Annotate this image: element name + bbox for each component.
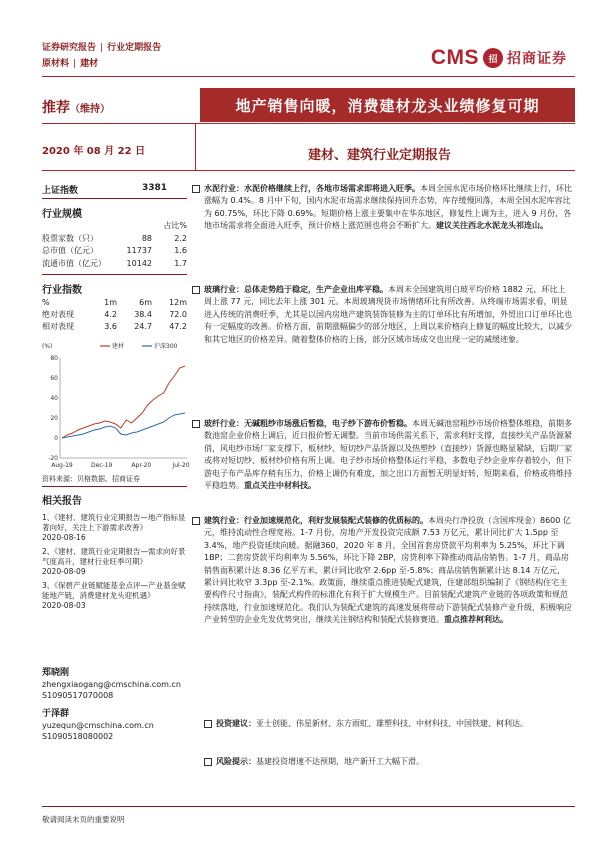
author-id: S1090517070008 [42,691,114,700]
scale-table [42,220,187,270]
investment-advice: 投资建议：亚士创能、伟星新材、东方雨虹、雄塑科技、中材科技、中国铁建、柯利达。 [216,718,572,730]
table-row: 绝对表现 4.2 38.4 72.0 [42,310,187,319]
report-type: 证券研究报告 [42,43,97,53]
paragraph-glass: 玻璃行业：总体走势趋于稳定，生产企业出库平稳。本周末全国建筑用白玻平均价格 1882 元，环比上周上涨 77 元，同比去年上涨 301 元。本周玻璃现货市场情绪环比有所改善。从终端市场需求看，明显进入传统的消费旺季，尤其是以国内房地产建筑装饰装修为主的订单环比有所增加，外贸出口订单环比也有一定幅度的改善。价格方面，前期涨幅偏少的部分地区，上周以来价格向上修复的幅度比较大，以减少和其它地区的价格差异。随着整体价格的上扬，部分区域市场成交也出现一定的减缓迹象。 [204,284,572,346]
y-unit-label: (%) [42,343,53,350]
sector: 原材料 [42,59,70,69]
divider [195,124,196,170]
author-email[interactable]: zhengxiaogang@cmschina.com.cn [42,680,181,689]
logo-mark-icon: 招 [483,48,503,68]
divider [42,274,187,275]
list-item[interactable]: 2、《建材、建筑行业定期报告—需求向好景气度高升，建材行业旺季可期》 2020-08-09 [42,547,186,576]
report-subtype: 行业定期报告 [107,43,162,53]
related-reports [42,492,187,615]
y-tick-label: -20 [48,455,58,462]
y-tick-label: 80 [50,355,58,362]
rating: 推荐（维持） [42,100,110,116]
index-value: 3381 [141,183,167,193]
report-subtitle: 建材、建筑行业定期报告 [308,148,452,163]
footer-note: 敬请阅读末页的重要说明 [42,815,125,824]
related-title: 相关报告 [42,496,82,507]
author-email[interactable]: yuzequn@cmschina.com.cn [42,721,154,730]
legend-label: 沪深300 [154,343,178,350]
cms-logo [431,44,567,72]
perf-table: % 1m 6m 12m 绝对表现 4.2 38.4 72.0 相对表现 3.6 24.7 47.2 [42,298,187,331]
divider [42,486,187,487]
author-name: 郑晓刚 [42,668,70,678]
index-summary [42,183,187,196]
report-title-banner: 地产销售向暖，消费建材龙头业绩修复可期 [200,88,575,122]
perf-title: 行业指数 [42,285,82,296]
divider [42,170,575,171]
scale-title: 行业规模 [42,209,82,220]
list-item[interactable]: 3、《保碧产业链赋能基金点评—产业基金赋能地产链，消费建材龙头迎机遇》 2020-08-03 [42,581,186,610]
logo-text: CMS [430,46,479,69]
chart-source: 资料来源：贝格数据、招商证券 [42,475,140,483]
paragraph-fiberglass: 玻纤行业：无碱粗纱市场涨后暂稳，电子纱下游布价暂稳。本周无碱池窑粗纱市场价格整体维稳，前期多数池窑企业价格上调后，近日报价暂无调整。当前市场供需关系下，需求利好支撑，直接纱关产品货源紧俏，风电纱市场厂家支撑下，板材纱、短切纱产品货源以及热塑纱（直接纱）货源也略显紧缺，后期厂家或将对短切纱、板材纱价格有所上调。电子纱市场价格整体运行平稳，多数电子纱企业库存着较小，但下游电子布产品库存稍有压力，价格上调仍有难度，加之出口方面暂无明显好转，短期来看，价格或将维持平稳趋势。重点关注中材科技。 [204,418,572,492]
author-name: 于泽群 [42,709,70,719]
checkbox-bullet-icon [204,758,212,766]
y-tick-label: 40 [50,395,58,402]
divider [42,76,575,77]
y-tick-label: 60 [50,375,58,382]
paragraph-cement: 水泥行业：水泥价格继续上行，各地市场需求即将进入旺季。本周全国水泥市场价格环比继续上行，环比涨幅为 0.4%。8 月中下旬，国内水泥市场需求继续保持回升态势，库存缓慢回落，本周全国水泥库容比为 60.75%，环比下降 0.69%。短期价格上涨主要集中在华东地区，修复性上调为主，进入 9 月份，各地市场需求将全面进入旺季，预计价格上涨范围也将会不断扩大。建议关注西北水泥龙头祁连山。 [204,183,572,233]
author-block [42,668,187,742]
index-label: 上证指数 [42,186,79,196]
subsector: 建材 [80,59,99,69]
report-type-line: 证券研究报告 | 行业定期报告 原材料 | 建材 [42,43,162,69]
table-row: 相对表现 3.6 24.7 47.2 [42,322,187,331]
legend-label: 建材 [112,343,125,350]
table-row: 总市值（亿元） 11737 1.6 [42,246,187,255]
series-line-沪深300 [62,413,185,438]
paragraph-construction: 建筑行业：行业加速规范化，利好发展装配式装修的优质标的。本周央行净投放（含国库现金）8600 亿元，维持流动性合理宽裕。1-7 月份，房地产开发投资完成额 7.53 万亿元，累计同比扩大 1.5pp 至 3.4%，地产投资延续向暖。据融360，2020 年 8 月，全国首套房贷款平均利率为 5.25%，环比下调 1BP；二套房贷款平均利率为 5.56%，环比下降 2BP，房贷利率下降推动商品房销售。1-7 月，商品房销售面积累计达 8.36 亿平方米，累计同比收窄 2.6pp 至-5.8%；商品房销售额累计达 8.14 万亿元，累计同比收窄 3.3pp 至-2.1%。政策面，继续重点推进装配式建筑，住建部组织编制了《钢结构住宅主要构件尺寸指南》，装配式构件的标准化有利于扩大规模生产。目前装配式建筑产业链的各项政策和规范持续落地，行业加速规范化。我们认为装配式建筑的高速发展将带动下游装配式装修产业升级，积极响应产业转型的企业先发优势突出，继续关注钢结构和装配式装修赛道。重点推荐柯利达。 [204,515,572,627]
checkbox-bullet-icon [204,720,212,728]
x-tick-label: Dec-19 [90,462,113,469]
checkbox-bullet-icon [192,185,200,193]
checkbox-bullet-icon [192,420,200,428]
list-item[interactable]: 1、《建材、建筑行业定期报告—地产指标显著向好，关注上下游需求改善》 2020-08-16 [42,513,186,542]
scale-col-header: 占比% [163,221,187,230]
risk-warning: 风险提示：基建投资增速不达预期，地产新开工大幅下滑。 [216,756,572,768]
table-row: 流通市值（亿元） 10142 1.7 [42,258,187,268]
y-tick-label: 20 [50,415,58,422]
index-performance-chart [42,340,192,470]
divider [42,123,575,124]
logo-cn-text: 招商证券 [507,51,567,67]
y-tick-label: 0 [54,435,58,442]
table-row: 股票家数（只） 88 2.2 [42,233,187,243]
divider [42,806,575,807]
series-line-建材 [62,366,185,438]
divider [42,198,187,199]
checkbox-bullet-icon [192,517,200,525]
report-date: 2020 年 08 月 22 日 [42,146,146,157]
x-tick-label: Jul-20 [172,462,190,469]
x-tick-label: Aug-19 [51,462,73,469]
author-id: S1090518080002 [42,732,114,741]
checkbox-bullet-icon [192,286,200,294]
x-tick-label: Apr-20 [131,462,152,469]
